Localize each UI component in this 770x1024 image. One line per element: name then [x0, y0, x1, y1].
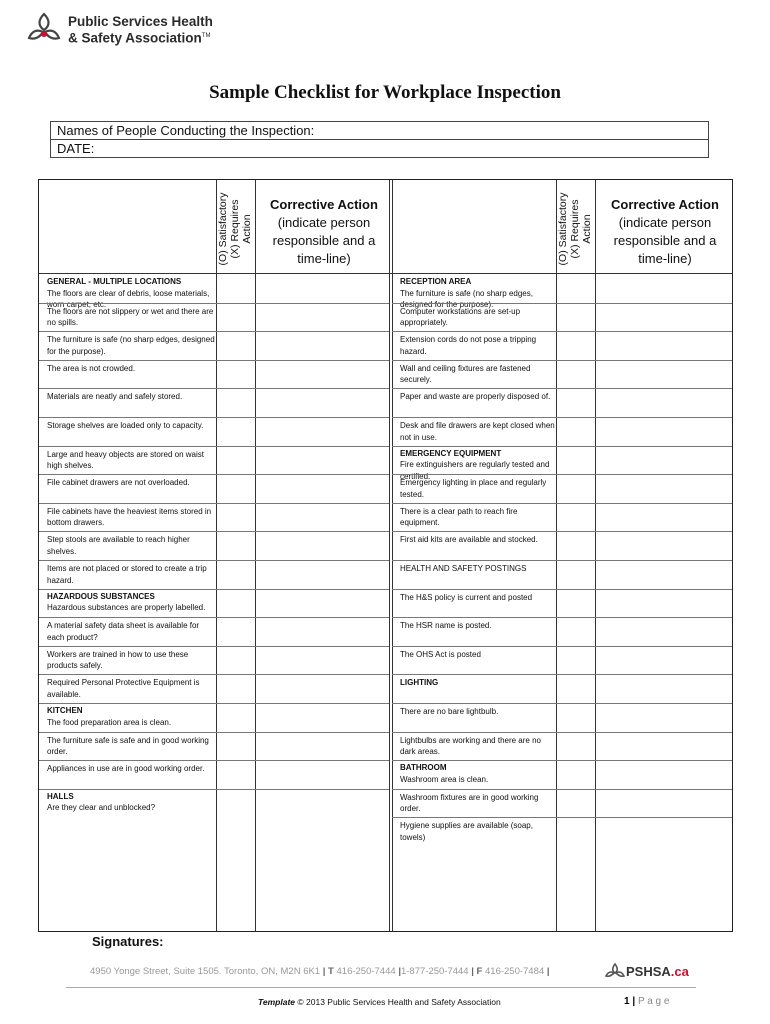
page-number-value: 1	[624, 996, 630, 1007]
corrective-action-cell[interactable]	[255, 560, 389, 589]
corrective-action-cell[interactable]	[595, 789, 732, 818]
checklist-item	[392, 733, 556, 758]
item-text: Extension cords do not pose a tripping hazard.	[400, 335, 537, 356]
status-header-line: (X) Requires	[229, 199, 241, 259]
corrective-action-cell[interactable]	[255, 589, 389, 618]
section-heading: HAZARDOUS SUBSTANCES	[47, 591, 155, 601]
checklist-item	[39, 647, 215, 672]
corrective-action-cell[interactable]	[595, 817, 732, 846]
checklist-item	[392, 590, 556, 604]
status-cell[interactable]	[556, 560, 595, 589]
tollfree-number: 1-877-250-7444	[400, 966, 469, 977]
item-text: There is a clear path to reach fire equipment.	[400, 506, 518, 528]
item-text: The HSR name is posted.	[400, 621, 492, 631]
org-name-line2: & Safety Association	[68, 30, 202, 46]
status-cell[interactable]	[216, 531, 255, 560]
corrective-action-cell[interactable]	[595, 674, 732, 703]
fax-number: 416-250-7484	[485, 966, 545, 977]
page-number: 1 | P a g e	[624, 996, 670, 1007]
org-name	[68, 14, 213, 46]
item-text: File cabinet drawers are not overloaded.	[47, 478, 190, 488]
status-cell[interactable]	[556, 503, 595, 532]
checklist-item	[39, 389, 215, 403]
checklist-item	[39, 418, 215, 432]
section-heading: LIGHTING	[400, 678, 439, 688]
checklist-item	[392, 532, 556, 546]
item-text: HEALTH AND SAFETY POSTINGS	[400, 564, 527, 573]
corrective-action-cell[interactable]	[595, 760, 732, 789]
status-cell[interactable]	[216, 274, 255, 303]
status-cell[interactable]	[216, 703, 255, 732]
corrective-action-cell[interactable]	[595, 303, 732, 332]
status-cell[interactable]	[216, 732, 255, 761]
status-header-line: (X) Requires	[569, 199, 581, 259]
status-cell[interactable]	[556, 646, 595, 675]
checklist-item	[39, 675, 215, 700]
section-heading: GENERAL - MULTIPLE LOCATIONS	[47, 277, 182, 286]
status-cell[interactable]	[216, 589, 255, 618]
status-cell[interactable]	[556, 617, 595, 646]
item-text: Storage shelves are loaded only to capacity.	[47, 421, 204, 430]
corrective-action-cell[interactable]	[255, 760, 389, 789]
corrective-action-cell[interactable]	[595, 646, 732, 675]
item-text: Lightbulbs are working and there are no dark areas.	[400, 735, 541, 757]
checklist-item	[39, 332, 215, 357]
section-heading: BATHROOM	[400, 763, 447, 773]
status-cell[interactable]	[216, 560, 255, 589]
inspection-info-box	[50, 121, 709, 158]
status-header-line: (O) Satisfactory	[557, 192, 569, 266]
status-cell[interactable]	[216, 674, 255, 703]
status-cell[interactable]	[216, 503, 255, 532]
corrective-action-cell[interactable]	[595, 589, 732, 618]
corrective-action-cell[interactable]	[595, 474, 732, 503]
corrective-action-cell[interactable]	[595, 503, 732, 532]
item-text: The floors are clear of debris, loose materials, worn carpet, etc.	[47, 288, 210, 309]
brand-tld: .ca	[670, 963, 689, 979]
checklist-item	[39, 475, 215, 489]
checklist-item	[392, 704, 556, 718]
checklist-table	[38, 179, 733, 932]
status-cell[interactable]	[216, 388, 255, 417]
checklist-item	[39, 733, 215, 758]
corrective-action-cell[interactable]	[255, 446, 389, 475]
page-word: P a g e	[637, 996, 670, 1007]
corrective-action-cell[interactable]	[595, 360, 732, 389]
item-text: Wall and ceiling fixtures are fastened securely.	[400, 363, 531, 385]
status-header-line: Action	[581, 214, 593, 244]
corrective-action-cell[interactable]	[255, 331, 389, 360]
corrective-action-cell[interactable]	[255, 646, 389, 675]
section-heading: KITCHEN	[47, 706, 83, 715]
corrective-action-cell[interactable]	[595, 446, 732, 475]
status-cell[interactable]	[556, 331, 595, 360]
item-text: Large and heavy objects are stored on waist high shelves.	[47, 449, 204, 471]
pshsa-mark-icon	[604, 963, 626, 979]
corrective-action-cell[interactable]	[255, 732, 389, 761]
checklist-item	[392, 818, 556, 843]
item-text: Materials are neatly and safely stored.	[47, 392, 183, 402]
checklist-item	[39, 504, 215, 529]
status-header-line: (O) Satisfactory	[217, 192, 229, 266]
footer-copyright	[258, 997, 501, 1007]
status-cell[interactable]	[556, 274, 595, 303]
status-cell[interactable]	[556, 674, 595, 703]
checklist-item	[392, 647, 556, 661]
corrective-action-title: Corrective Action	[611, 197, 719, 212]
section-heading: EMERGENCY EQUIPMENT	[400, 448, 502, 458]
status-header-line: Action	[241, 214, 253, 244]
org-logo	[24, 10, 213, 50]
checklist-item	[39, 447, 215, 472]
item-text: Step stools are available to reach higher shelves.	[47, 535, 190, 556]
item-text: Hazardous substances are properly labelled.	[47, 603, 206, 613]
corrective-action-sub: responsible and a	[613, 233, 717, 248]
status-cell[interactable]	[556, 760, 595, 789]
page-title: Sample Checklist for Workplace Inspection	[209, 82, 561, 103]
status-cell[interactable]	[216, 360, 255, 389]
pshsa-logo-icon	[24, 10, 64, 50]
section-heading: RECEPTION AREA	[400, 277, 472, 286]
checklist-item	[392, 389, 556, 403]
checklist-item	[392, 675, 556, 689]
status-cell[interactable]	[216, 331, 255, 360]
names-field[interactable]: Names of People Conducting the Inspection:	[57, 123, 315, 138]
corrective-action-cell[interactable]	[255, 474, 389, 503]
item-text: Washroom area is clean.	[400, 774, 489, 784]
corrective-action-cell[interactable]	[595, 331, 732, 360]
pshsa-brand	[604, 963, 689, 979]
status-cell[interactable]	[556, 531, 595, 560]
item-text: The food preparation area is clean.	[47, 717, 172, 727]
org-name-line1: Public Services Health	[68, 14, 213, 30]
corrective-action-cell[interactable]	[595, 417, 732, 446]
status-cell[interactable]	[556, 303, 595, 332]
template-word: Template	[258, 997, 296, 1007]
item-text: Hygiene supplies are available (soap, towels)	[400, 821, 533, 842]
corrective-action-cell[interactable]	[595, 388, 732, 417]
checklist-item	[39, 532, 215, 557]
checklist-item	[39, 304, 215, 329]
corrective-action-cell[interactable]	[255, 274, 389, 303]
corrective-action-cell[interactable]	[255, 417, 389, 446]
corrective-action-cell[interactable]	[595, 703, 732, 732]
status-cell[interactable]	[556, 703, 595, 732]
status-cell[interactable]	[216, 617, 255, 646]
copyright-text: © 2013 Public Services Health and Safety Association	[297, 997, 501, 1007]
corrective-action-cell[interactable]	[255, 303, 389, 332]
corrective-action-cell[interactable]	[255, 360, 389, 389]
item-text: Computer workstations are set-up appropriately.	[400, 306, 521, 328]
item-text: Emergency lighting in place and regularly tested.	[400, 478, 547, 499]
checklist-item	[392, 361, 556, 386]
checklist-item	[392, 332, 556, 357]
status-cell[interactable]	[216, 760, 255, 789]
status-cell[interactable]	[556, 589, 595, 618]
signatures-label: Signatures:	[92, 934, 164, 949]
item-text: The furniture is safe (no sharp edges, designed for the purpose).	[47, 335, 215, 356]
checklist-item	[392, 304, 556, 329]
checklist-item	[39, 789, 215, 814]
checklist-item	[392, 561, 556, 575]
item-text: The furniture safe is safe and in good working order.	[47, 735, 209, 757]
item-text: The OHS Act is posted	[400, 649, 481, 659]
status-column-header-left	[217, 177, 255, 281]
item-text: The floors are not slippery or wet and there are no spills.	[47, 306, 214, 328]
item-text: The area is not crowded.	[47, 363, 136, 373]
checklist-item	[39, 589, 215, 614]
corrective-action-sub: time-line)	[638, 251, 692, 266]
item-text: The furniture is safe (no sharp edges, designed for the purpose).	[400, 288, 533, 309]
item-text: Items are not placed or stored to create a trip hazard.	[47, 564, 207, 585]
corrective-action-cell[interactable]	[595, 560, 732, 589]
corrective-action-cell[interactable]	[255, 531, 389, 560]
item-text: Are they clear and unblocked?	[47, 803, 156, 813]
status-cell[interactable]	[216, 789, 255, 818]
status-cell[interactable]	[556, 446, 595, 475]
item-text: Washroom fixtures are in good working order.	[400, 792, 539, 814]
item-text: Workers are trained in how to use these products safely.	[47, 649, 189, 671]
corrective-action-header-left	[261, 196, 387, 268]
corrective-action-sub: (indicate person	[277, 215, 371, 230]
phone-number: 416-250-7444	[336, 966, 396, 977]
brand-text: PSHSA	[626, 963, 671, 979]
corrective-action-cell[interactable]	[595, 617, 732, 646]
corrective-action-sub: time-line)	[297, 251, 351, 266]
checklist-item	[39, 561, 215, 586]
item-text: Required Personal Protective Equipment is available.	[47, 678, 200, 699]
item-text: A material safety data sheet is available for each product?	[47, 621, 200, 642]
status-cell[interactable]	[556, 817, 595, 846]
item-text: First aid kits are available and stocked.	[400, 535, 538, 545]
status-column-header-right	[557, 177, 595, 281]
item-text: File cabinets have the heaviest items stored in bottom drawers.	[47, 506, 212, 528]
corrective-action-cell[interactable]	[595, 531, 732, 560]
checklist-item	[39, 761, 215, 775]
corrective-action-cell[interactable]	[595, 732, 732, 761]
status-cell[interactable]	[556, 360, 595, 389]
corrective-action-header-right	[601, 196, 729, 268]
phone-label: T	[328, 966, 334, 977]
item-text: There are no bare lightbulb.	[400, 707, 499, 716]
status-cell[interactable]	[216, 474, 255, 503]
item-text: Appliances in use are in good working order.	[47, 764, 205, 774]
status-cell[interactable]	[556, 474, 595, 503]
status-cell[interactable]	[556, 417, 595, 446]
corrective-action-cell[interactable]	[255, 503, 389, 532]
corrective-action-sub: responsible and a	[272, 233, 376, 248]
status-cell[interactable]	[216, 303, 255, 332]
footer-address: 4950 Yonge Street, Suite 1505. Toronto, ON, M2N 6K1 | T 416-250-7444 |1-877-250-7444 | F 416-250-7484 |	[90, 966, 550, 977]
corrective-action-cell[interactable]	[255, 789, 389, 818]
corrective-action-cell[interactable]	[255, 388, 389, 417]
status-cell[interactable]	[556, 789, 595, 818]
fax-label: F	[476, 966, 483, 977]
status-cell[interactable]	[216, 417, 255, 446]
item-text: The H&S policy is current and posted	[400, 592, 533, 602]
status-cell[interactable]	[556, 732, 595, 761]
checklist-item	[392, 418, 556, 443]
item-text: Desk and file drawers are kept closed when not in use.	[400, 421, 555, 442]
checklist-item	[392, 475, 556, 500]
item-text: Fire extinguishers are regularly tested and certified.	[400, 460, 550, 481]
status-cell[interactable]	[216, 646, 255, 675]
date-field[interactable]: DATE:	[51, 139, 708, 157]
checklist-item	[392, 790, 556, 815]
section-heading: HALLS	[47, 791, 74, 801]
column-divider	[389, 180, 390, 931]
checklist-item	[39, 361, 215, 375]
address-text: 4950 Yonge Street, Suite 1505. Toronto, ON, M2N 6K1	[90, 966, 321, 977]
status-cell[interactable]	[216, 446, 255, 475]
checklist-item	[392, 504, 556, 529]
corrective-action-cell[interactable]	[255, 617, 389, 646]
corrective-action-title: Corrective Action	[270, 197, 378, 212]
trademark: TM	[201, 33, 211, 40]
status-cell[interactable]	[556, 388, 595, 417]
checklist-item	[392, 618, 556, 632]
corrective-action-sub: (indicate person	[618, 215, 712, 230]
item-text: Paper and waste are properly disposed of.	[400, 392, 551, 402]
checklist-item	[392, 760, 556, 785]
corrective-action-cell[interactable]	[595, 274, 732, 303]
corrective-action-cell[interactable]	[255, 703, 389, 732]
corrective-action-cell[interactable]	[255, 674, 389, 703]
checklist-item	[39, 703, 215, 728]
checklist-item	[39, 618, 215, 643]
footer-divider	[66, 987, 696, 988]
